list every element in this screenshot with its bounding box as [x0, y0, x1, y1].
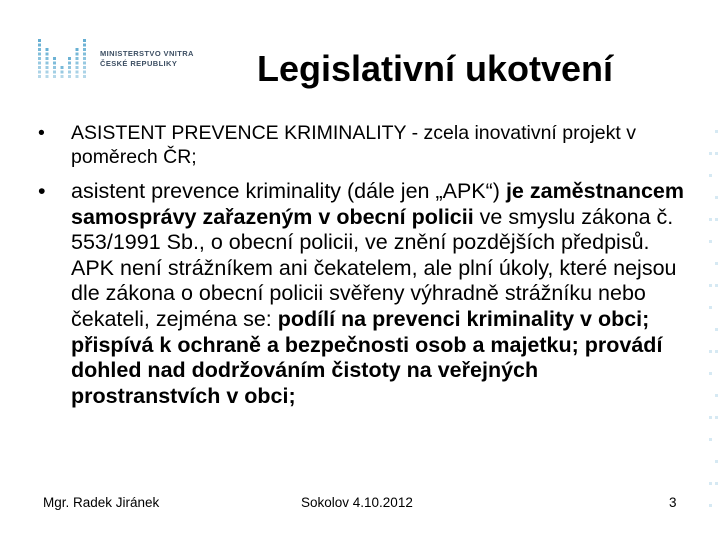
decorative-dot — [715, 394, 718, 397]
decorative-dot — [715, 416, 718, 419]
logo-dot — [38, 39, 41, 42]
slide-title: Legislativní ukotvení — [256, 48, 614, 89]
logo-dot — [38, 57, 41, 60]
bullet-marker: • — [38, 122, 45, 144]
footer-author: Mgr. Radek Jiránek — [43, 495, 160, 510]
ministry-logo-text — [100, 49, 194, 69]
decorative-dot — [715, 218, 718, 221]
decorative-dot — [709, 306, 712, 309]
logo-dot — [38, 71, 41, 74]
bullet-segment: ASISTENT PREVENCE KRIMINALITY - — [71, 122, 424, 144]
logo-dot — [83, 71, 86, 74]
logo-dot — [68, 57, 71, 60]
logo-dot — [38, 53, 41, 56]
logo-dot — [53, 66, 56, 69]
decorative-dot — [715, 284, 718, 287]
logo-dot — [76, 66, 79, 69]
decorative-dot — [715, 130, 718, 133]
ministry-logo — [36, 33, 206, 79]
bullet-segment: zcela inovativní projekt v poměrech ČR; — [71, 122, 636, 168]
decorative-dot — [715, 350, 718, 353]
bullet-item — [38, 121, 686, 169]
footer-date: Sokolov 4.10.2012 — [301, 495, 413, 510]
bullet-item — [38, 179, 686, 409]
logo-dot — [46, 57, 49, 60]
logo-dot — [68, 62, 71, 65]
logo-dot — [76, 75, 79, 78]
decorative-dot — [709, 504, 712, 507]
decorative-dot — [715, 262, 718, 265]
logo-dot — [38, 66, 41, 69]
logo-dot — [61, 71, 64, 74]
decorative-dot — [709, 372, 712, 375]
logo-dot — [61, 66, 64, 69]
logo-dot — [76, 53, 79, 56]
logo-dot — [76, 57, 79, 60]
logo-dot — [83, 44, 86, 47]
bullet-segment-bold: podílí na prevenci kriminality v obci; přispívá k ochraně a bezpečnosti osob a majetku; provádí dohled nad dodržováním čistoty na veřejných prostranstvích v obci; — [71, 306, 663, 408]
decorative-dot — [715, 328, 718, 331]
decorative-dot — [715, 152, 718, 155]
decorative-dot — [715, 196, 718, 199]
decorative-dot — [709, 482, 712, 485]
logo-dot — [68, 71, 71, 74]
decorative-dot — [715, 460, 718, 463]
logo-dot — [83, 57, 86, 60]
logo-dot — [83, 39, 86, 42]
logo-dot — [68, 66, 71, 69]
logo-dot — [46, 75, 49, 78]
logo-dot — [76, 48, 79, 51]
logo-dot — [46, 53, 49, 56]
bullet-segment: ve smyslu zákona č. 553/1991 Sb., o obecní policii, ve znění pozdějších předpisů. APK není strážníkem ani čekatelem, ale plní úkoly, které nejsou dle zákona o obecní policii svěřeny výhradně strážníku nebo čekateli, zejména se: — [71, 204, 677, 331]
logo-dot — [38, 75, 41, 78]
bullet-list — [38, 121, 686, 409]
logo-dot — [76, 62, 79, 65]
decorative-dot — [709, 240, 712, 243]
decorative-dot — [709, 174, 712, 177]
bullet-segment: asistent prevence kriminality (dále jen „APK“) — [71, 179, 506, 203]
logo-dot — [83, 53, 86, 56]
logo-dot — [46, 71, 49, 74]
decorative-dot — [709, 416, 712, 419]
logo-dot — [38, 48, 41, 51]
logo-dot — [46, 48, 49, 51]
logo-line-2: ČESKÉ REPUBLIKY — [100, 59, 178, 68]
logo-dot — [46, 66, 49, 69]
logo-dot — [83, 75, 86, 78]
logo-dot — [83, 66, 86, 69]
decorative-dot — [709, 152, 712, 155]
decorative-dot — [709, 218, 712, 221]
decorative-dot — [715, 482, 718, 485]
logo-dot — [53, 71, 56, 74]
ministry-logo-icon — [36, 33, 94, 79]
decorative-dot — [709, 284, 712, 287]
logo-dot — [83, 62, 86, 65]
bullet-marker: • — [38, 179, 46, 203]
decorative-dot — [709, 438, 712, 441]
logo-dot — [68, 75, 71, 78]
logo-dot — [53, 62, 56, 65]
decorative-dots — [706, 120, 720, 540]
logo-dot — [53, 57, 56, 60]
logo-dot — [83, 48, 86, 51]
logo-dot — [76, 71, 79, 74]
logo-dot — [38, 62, 41, 65]
logo-dot — [61, 75, 64, 78]
logo-dot — [38, 44, 41, 47]
logo-line-1: MINISTERSTVO VNITRA — [100, 49, 194, 58]
bullet-segment-bold: je zaměstnancem samosprávy zařazeným v obecní policii — [71, 179, 685, 229]
logo-dot — [46, 62, 49, 65]
page-number: 3 — [669, 495, 677, 510]
logo-dot — [53, 75, 56, 78]
decorative-dot — [709, 350, 712, 353]
